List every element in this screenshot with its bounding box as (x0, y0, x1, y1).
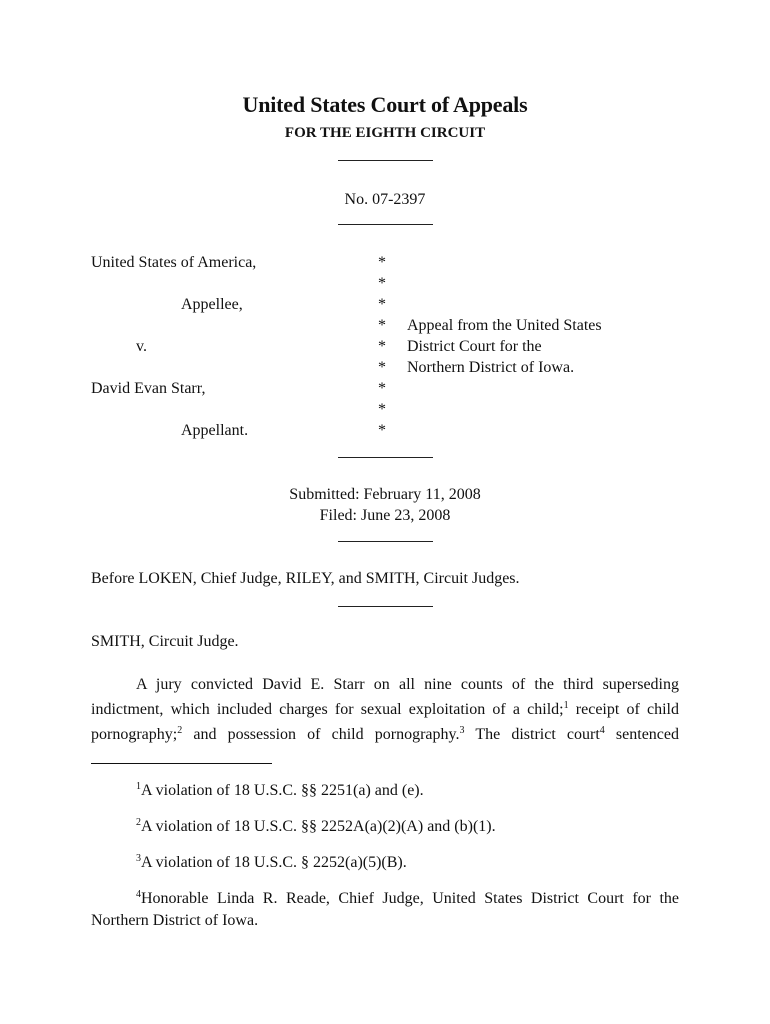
footnote-3: $^3$A violation of 18 U.S.C. § 2252(a)(5)(B). (136, 853, 407, 871)
case-number: No. 07-2397 (344, 191, 426, 208)
opinion-author: SMITH, Circuit Judge. (91, 633, 239, 650)
court-name: United States Court of Appeals (242, 92, 528, 117)
asterisk: * (378, 422, 386, 439)
divider-rule (338, 224, 433, 225)
asterisk: * (378, 359, 386, 376)
filed-date: Filed: June 23, 2008 (319, 507, 451, 524)
asterisk: * (378, 338, 386, 355)
footnote-1: $^1$A violation of 18 U.S.C. §§ 2251(a) and (e). (136, 781, 424, 799)
plaintiff-role: Appellee, (181, 296, 243, 313)
divider-rule (338, 457, 433, 458)
footnote-ref: 2 (177, 725, 183, 736)
divider-rule (338, 606, 433, 607)
asterisk: * (378, 296, 386, 313)
plaintiff-name: United States of America, (91, 254, 257, 271)
footnote-separator (91, 763, 272, 764)
asterisk: * (378, 254, 386, 271)
circuit-name: FOR THE EIGHTH CIRCUIT (284, 125, 486, 141)
appeal-line: District Court for the (407, 338, 542, 355)
opinion-line: A jury convicted David E. Starr on all nine counts of the third superseding (136, 676, 679, 693)
footnote-4: $^4$Honorable Linda R. Reade, Chief Judge, United States District Court for the Northern District of Iowa. (91, 889, 679, 929)
opinion-line: pornography;$^2$ and possession of child pornography.$^3$ The district court$^4$ sentenced (91, 725, 680, 743)
footnote-ref: 4 (599, 725, 605, 736)
defendant-name: David Evan Starr, (91, 380, 206, 397)
appeal-line: Northern District of Iowa. (407, 359, 575, 376)
divider-rule (338, 160, 433, 161)
opinion-line: indictment, which included charges for sexual exploitation of a child;$^1$ receipt of child (91, 700, 680, 718)
caption-asterisks (378, 252, 386, 441)
defendant-role: Appellant. (181, 422, 249, 439)
footnote-2: $^2$A violation of 18 U.S.C. §§ 2252A(a)(2)(A) and (b)(1). (136, 817, 496, 835)
panel-judges: Before LOKEN, Chief Judge, RILEY, and SMITH, Circuit Judges. (91, 570, 520, 587)
appeal-from (407, 315, 602, 378)
versus: v. (136, 338, 147, 355)
appeal-line: Appeal from the United States (407, 317, 602, 334)
footnote-ref: 1 (563, 700, 569, 711)
submitted-date: Submitted: February 11, 2008 (289, 486, 481, 503)
asterisk: * (378, 275, 386, 292)
asterisk: * (378, 380, 386, 397)
footnote-ref: 3 (459, 725, 465, 736)
opinion-paragraph (91, 672, 679, 747)
asterisk: * (378, 401, 386, 418)
divider-rule (338, 541, 433, 542)
asterisk: * (378, 317, 386, 334)
